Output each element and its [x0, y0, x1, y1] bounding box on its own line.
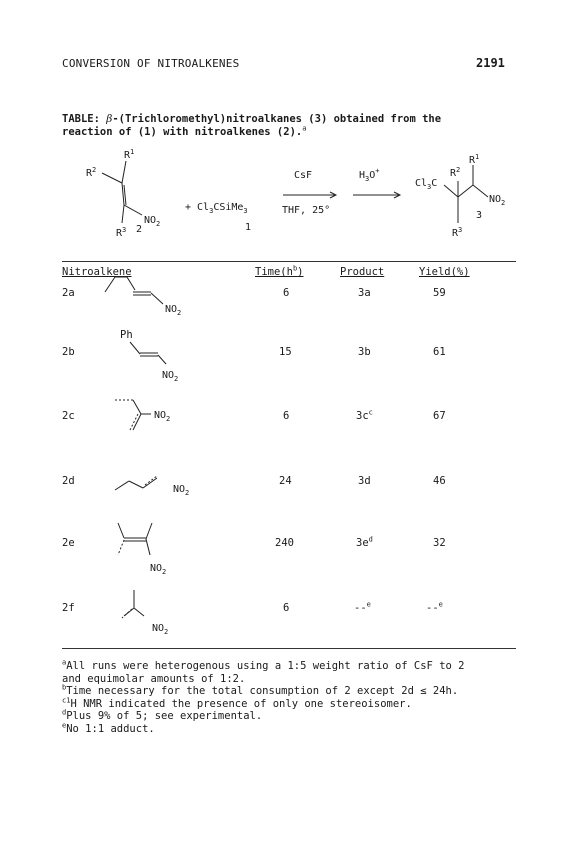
caption-footnote-mark: a	[302, 124, 307, 133]
reaction-scheme	[0, 143, 576, 253]
caption-beta: β	[106, 113, 113, 125]
arrow1-conditions: THF, 25°	[282, 205, 331, 216]
structure-2d	[115, 470, 215, 500]
caption-label: TABLE:	[62, 113, 100, 125]
row-yield: 61	[433, 346, 446, 358]
row-time: 240	[275, 537, 294, 549]
table-caption	[62, 113, 441, 139]
row-time: 6	[283, 410, 290, 422]
row-id: 2e	[62, 537, 75, 549]
row-yield: 46	[433, 475, 446, 487]
caption-line1: -(Trichloromethyl)nitroalkanes (3) obtained from the	[112, 113, 442, 125]
arrow1-reagent: CsF	[294, 170, 313, 181]
reagent-formula: + $Cl_3CSiMe_3$	[185, 202, 248, 215]
row-id: 2f	[62, 602, 75, 614]
cl3c-label: $Cl_3C$	[415, 178, 438, 191]
caption-line2: reaction of (1) with nitroalkenes (2).	[62, 126, 303, 138]
structure-2f	[116, 588, 206, 638]
page-number: 2191	[476, 56, 505, 70]
structure-2b	[118, 340, 198, 385]
r2-label: $R^2$	[86, 166, 97, 179]
svg-text:NO2: $NO_2$	[165, 304, 182, 317]
compound-2-number: 2	[136, 224, 143, 235]
footnote-e: $^e$No 1:1 adduct.	[62, 721, 155, 735]
phenyl-label: Ph	[120, 329, 133, 341]
row-id: 2c	[62, 410, 75, 422]
compound-1-number: 1	[245, 222, 252, 233]
r3-label: $R^3$	[116, 226, 127, 239]
r1-label: $R^1$	[124, 148, 135, 161]
product-r3-label: $R^3$	[452, 226, 463, 239]
table-bottom-rule	[62, 648, 516, 649]
row-time: 6	[283, 602, 290, 614]
col-header-yield: Yield(%)	[419, 266, 470, 278]
row-product: --$^e$	[354, 600, 371, 614]
col-header-product: Product	[340, 266, 385, 278]
product-r2-label: $R^2$	[450, 166, 461, 179]
row-product: 3d	[358, 475, 371, 487]
arrow2-reagent: $H_3O^+$	[359, 167, 380, 183]
row-time: 6	[283, 287, 290, 299]
footnote-c: $^{c1}$H NMR indicated the presence of only one stereoisomer.	[62, 696, 412, 710]
row-id: 2a	[62, 287, 75, 299]
footnote-a: $^a$All runs were heterogenous using a 1:5 weight ratio of CsF to 2	[62, 658, 465, 672]
product-no2-label: $NO_2$	[489, 194, 506, 207]
row-time: 24	[279, 475, 292, 487]
col-header-nitroalkene: Nitroalkene	[62, 266, 132, 278]
row-product: $3c^c$	[356, 408, 373, 422]
svg-text:NO2: $NO_2$	[173, 484, 190, 497]
row-yield: 59	[433, 287, 446, 299]
row-product: 3b	[358, 346, 371, 358]
compound-3-number: 3	[476, 210, 483, 221]
row-id: 2d	[62, 475, 75, 487]
row-product: 3a	[358, 287, 371, 299]
svg-text:NO2: $NO_2$	[162, 370, 179, 383]
row-yield: 32	[433, 537, 446, 549]
running-title: CONVERSION OF NITROALKENES	[62, 57, 240, 70]
footnotes	[62, 660, 464, 735]
col-header-time: $Time(h^b)$	[255, 264, 304, 278]
svg-text:NO2: $NO_2$	[154, 410, 171, 423]
row-time: 15	[279, 346, 292, 358]
structure-2a	[105, 272, 185, 322]
svg-text:NO2: $NO_2$	[150, 563, 167, 576]
footnote-d: $^d$Plus 9% of 5; see experimental.	[62, 708, 263, 722]
row-yield: --$^e$	[426, 600, 443, 614]
nitroalkene-2-structure	[102, 161, 142, 223]
structure-2e	[114, 521, 204, 583]
row-product: $3e^d$	[356, 535, 373, 549]
footnote-b: $^b$Time necessary for the total consumption of 2 except 2d ≤ 24h.	[62, 683, 459, 697]
row-yield: 67	[433, 410, 446, 422]
product-r1-label: $R^1$	[469, 153, 480, 166]
footnote-a-cont: and equimolar amounts of 1:2.	[62, 672, 246, 685]
svg-text:NO2: $NO_2$	[152, 623, 169, 636]
structure-2c	[115, 398, 215, 438]
row-id: 2b	[62, 346, 75, 358]
no2-label: $NO_2$	[144, 215, 161, 228]
table-top-rule	[62, 261, 516, 262]
